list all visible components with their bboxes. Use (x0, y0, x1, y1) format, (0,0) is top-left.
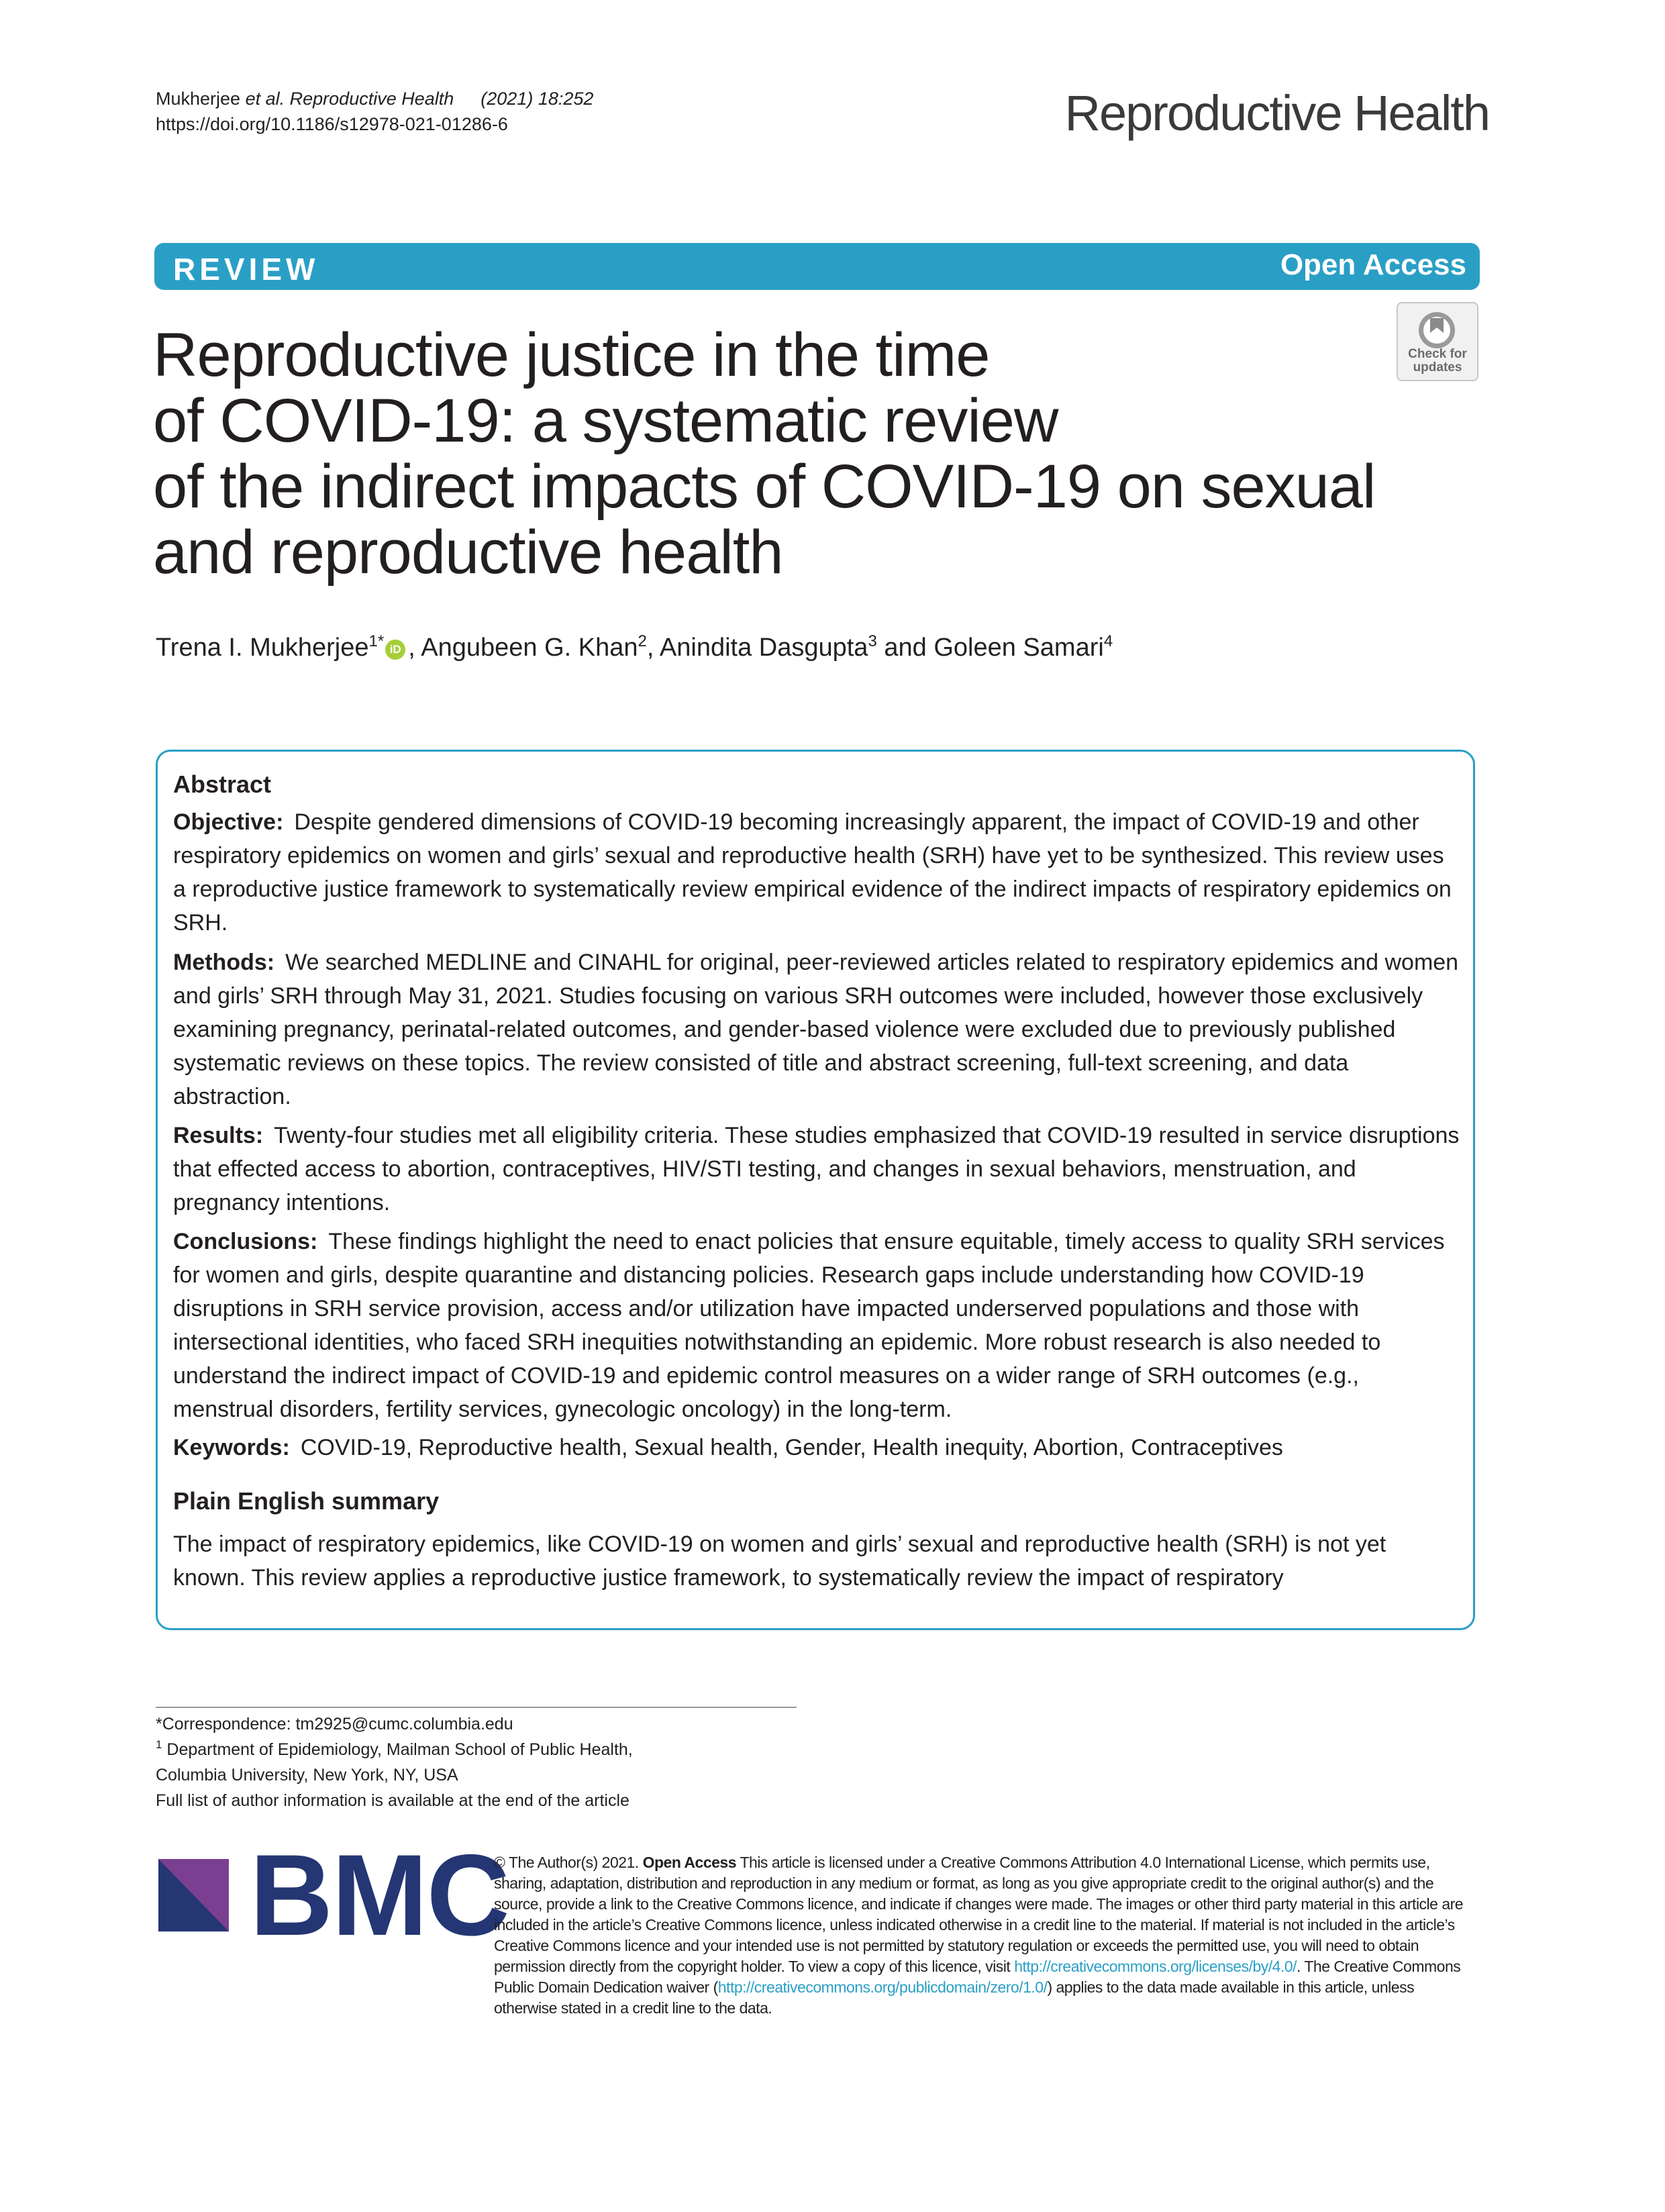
abstract-keywords (173, 1431, 1462, 1464)
bmc-logo-text: BMC (250, 1831, 509, 1960)
author-name: Trena I. Mukherjee (156, 634, 369, 662)
author-separator: , (408, 634, 421, 662)
abstract-objective (173, 805, 1462, 940)
section-label: Objective: (173, 809, 284, 835)
author-separator: and (876, 634, 934, 662)
abstract-conclusions (173, 1225, 1462, 1426)
author-list (156, 631, 1113, 664)
abstract-results (173, 1119, 1462, 1219)
section-label: Keywords: (173, 1435, 290, 1460)
author-name: Angubeen G. Khan (421, 634, 638, 662)
author-name: Goleen Samari (934, 634, 1104, 662)
orcid-icon[interactable]: iD (385, 640, 405, 660)
author-affiliation-mark: 1* (368, 632, 385, 650)
abstract-methods (173, 946, 1462, 1113)
journal-brand: Reproductive Health (1064, 85, 1489, 141)
public-domain-link[interactable]: http://creativecommons.org/publicdomain/zero/1.0/ (717, 1978, 1048, 1996)
author-separator: , (646, 634, 660, 662)
citation-journal: Reproductive Health (289, 89, 454, 109)
affiliation-line (156, 1737, 800, 1762)
citation-block (156, 86, 593, 137)
plain-summary-text: The impact of respiratory epidemics, like COVID-19 on women and girls’ sexual and reproductive health (SRH) is not yet known. This review applies a reproductive justice framework, to systematically review the impact of respiratory (173, 1531, 1386, 1591)
check-updates-icon (1415, 309, 1458, 352)
footnote-divider (156, 1707, 797, 1708)
citation-line (156, 86, 593, 111)
license-text-3: ) applies to the data made available in this article, unless otherwise stated in a credit line to the data. (494, 1978, 1415, 2017)
section-text: COVID-19, Reproductive health, Sexual health, Gender, Health inequity, Abortion, Contraceptives (300, 1435, 1283, 1460)
license-text-2: . The Creative Commons Public Domain Dedication waiver ( (494, 1958, 1461, 1996)
plain-summary-heading: Plain English summary (173, 1487, 440, 1515)
section-text: Twenty-four studies met all eligibility criteria. These studies emphasized that COVID-19 resulted in service disruptions that effected access to abortion, contraceptives, HIV/STI testing, and changes in sexual behaviors, menstruation, and pregnancy intentions. (173, 1123, 1460, 1215)
article-title: Reproductive justice in the time of COVID-19: a systematic review of the indirect impacts of COVID-19 on sexual and reproductive health (153, 321, 1376, 587)
correspondence-line: *Correspondence: tm2925@cumc.columbia.edu (156, 1715, 513, 1733)
check-for-updates-badge[interactable] (1397, 302, 1478, 381)
section-label: Methods: (173, 950, 275, 975)
author-info-note: Full list of author information is available at the end of the article (156, 1791, 629, 1810)
author-affiliation-mark: 2 (638, 632, 647, 650)
bmc-logo-icon (158, 1859, 229, 1931)
affiliation-text: Department of Epidemiology, Mailman School of Public Health, (162, 1740, 633, 1759)
section-label: Results: (173, 1123, 264, 1148)
section-text: Despite gendered dimensions of COVID-19 becoming increasingly apparent, the impact of COVID-19 and other respiratory epidemics on women and girls’ sexual and reproductive health (SRH) have yet to be synthesized. This review uses a reproductive justice framework to systematically review empirical evidence of the indirect impacts of respiratory epidemics on SRH. (173, 809, 1452, 936)
check-updates-label: Check for updates (1408, 347, 1467, 374)
license-text: This article is licensed under a Creative Commons Attribution 4.0 International License, which permits use, sharing, adaptation, distribution and reproduction in any medium or format, as long as you give appropriate credit to the original author(s) and the source, provide a link to the Creative Commons licence, and indicate if changes were made. The images or other third party material in this article are included in the article’s Creative Commons licence, unless indicated otherwise in a credit line to the material. If material is not included in the article’s Creative Commons licence and your intended use is not permitted by statutory regulation or exceeds the permitted use, you will need to obtain permission directly from the copyright holder. To view a copy of this licence, visit (494, 1854, 1464, 1975)
section-text: We searched MEDLINE and CINAHL for original, peer-reviewed articles related to respiratory epidemics and women and girls’ SRH through May 31, 2021. Studies focusing on various SRH outcomes were included, however those exclusively examining pregnancy, perinatal-related outcomes, and gender-based violence were excluded due to previously published systematic reviews on these topics. The review consisted of title and abstract screening, full-text screening, and data abstraction. (173, 950, 1459, 1109)
affiliation-line-2: Columbia University, New York, NY, USA (156, 1766, 458, 1784)
license-statement (494, 1852, 1474, 2019)
open-access-label: Open Access (1280, 248, 1466, 281)
author-affiliation-mark: 3 (868, 632, 877, 650)
license-link[interactable]: http://creativecommons.org/licenses/by/4.0/ (1014, 1958, 1297, 1975)
author-affiliation-mark: 4 (1103, 632, 1113, 650)
abstract-heading: Abstract (173, 770, 272, 798)
author-name: Anindita Dasgupta (659, 634, 868, 662)
affiliation-mark: 1 (156, 1738, 162, 1751)
doi-link[interactable]: https://doi.org/10.1186/s12978-021-01286-6 (156, 114, 508, 134)
license-copyright: © The Author(s) 2021. (494, 1854, 643, 1871)
section-text: These findings highlight the need to enact policies that ensure equitable, timely access to quality SRH services for women and girls, despite quarantine and distancing policies. Research gaps include understanding how COVID-19 disruptions in SRH service provision, access and/or utilization have impacted underserved populations and those with intersectional identities, who faced SRH inequities notwithstanding an epidemic. More robust research is also needed to understand the indirect impact of COVID-19 and epidemic control measures on a wider range of SRH outcomes (e.g., menstrual disorders, fertility services, gynecologic oncology) in the long-term. (173, 1229, 1445, 1422)
citation-year-volume: (2021) 18:252 (481, 89, 594, 109)
section-label: Conclusions: (173, 1229, 318, 1254)
article-type-label: REVIEW (173, 252, 319, 287)
citation-authors: Mukherjee (156, 89, 246, 109)
license-open-access: Open Access (642, 1854, 736, 1871)
citation-etal: et al. (245, 89, 285, 109)
